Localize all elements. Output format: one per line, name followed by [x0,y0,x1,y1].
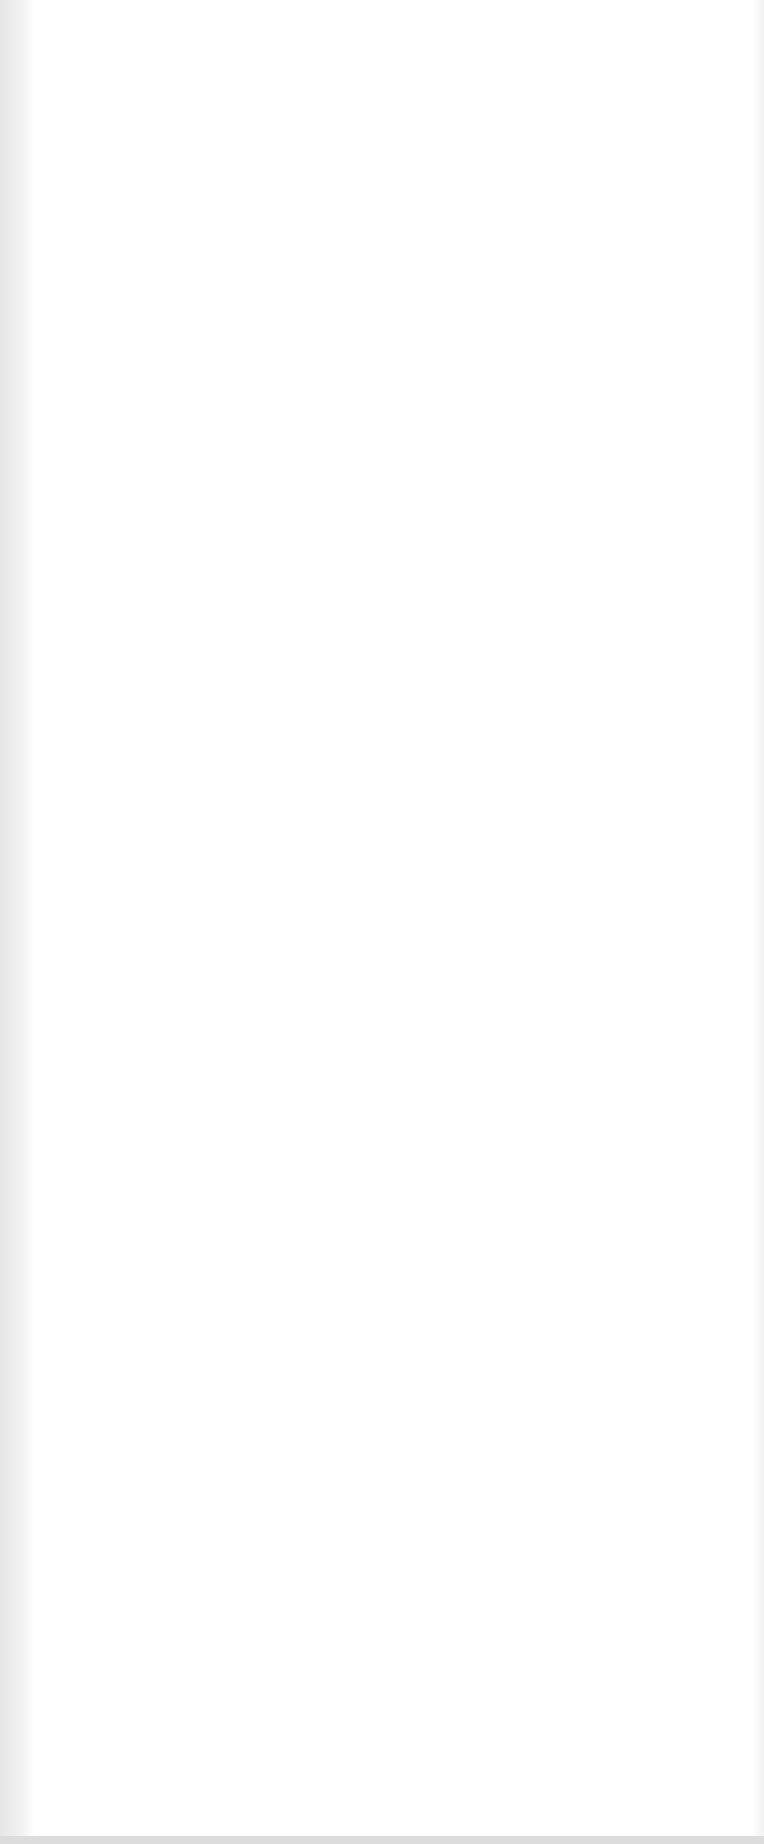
page-footer-strip [0,1836,764,1844]
